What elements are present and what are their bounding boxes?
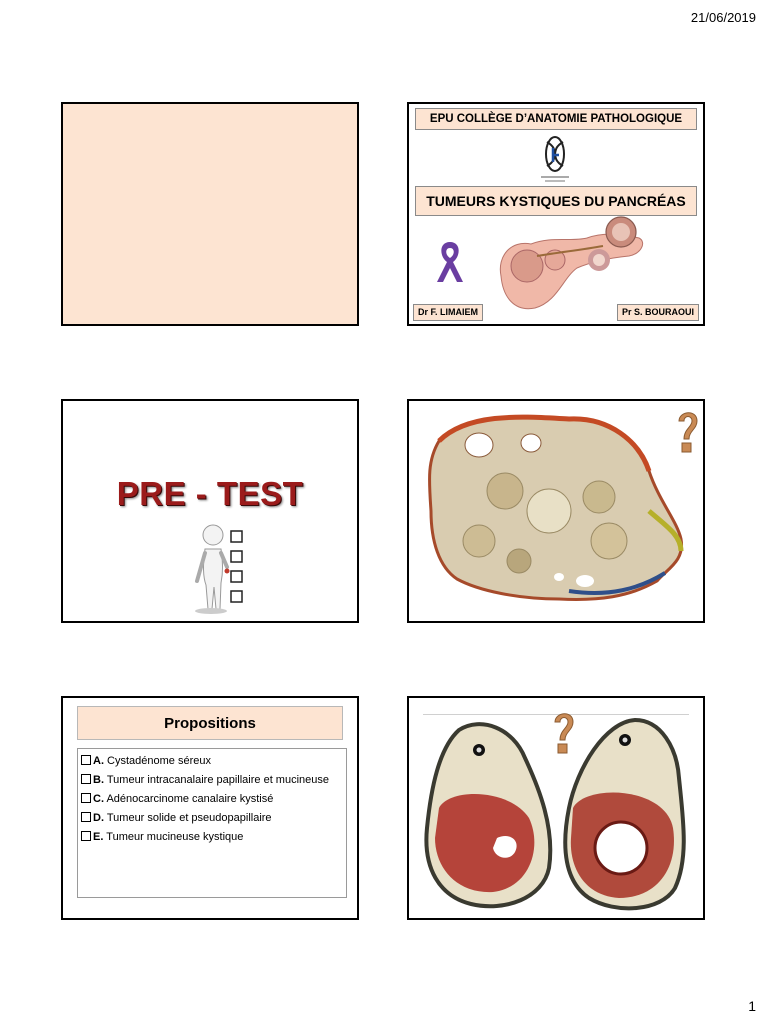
slide-propositions — [61, 696, 359, 920]
slide-specimen-1 — [407, 399, 705, 623]
pretest-title: PRE - TEST — [116, 475, 304, 512]
question-mark-icon — [675, 409, 701, 455]
checkbox-icon[interactable] — [81, 793, 91, 803]
author-right: Pr S. BOURAOUI — [617, 304, 699, 321]
college-title: EPU COLLÈGE D’ANATOMIE PATHOLOGIQUE — [415, 108, 697, 130]
author-left: Dr F. LIMAIEM — [413, 304, 483, 321]
page-number: 1 — [748, 998, 756, 1014]
checkbox-icon[interactable] — [81, 774, 91, 784]
propositions-list — [77, 748, 347, 898]
checkbox-icon[interactable] — [81, 812, 91, 822]
slide-blank — [61, 102, 359, 326]
option-a[interactable]: A. Cystadénome séreux — [81, 753, 344, 769]
propositions-title: Propositions — [77, 706, 343, 740]
cystic-tumor-specimen-image — [409, 401, 705, 623]
pancreas-image — [491, 216, 651, 316]
topic-title: TUMEURS KYSTIQUES DU PANCRÉAS — [415, 186, 697, 216]
college-logo — [533, 132, 577, 184]
option-b[interactable]: B. Tumeur intracanalaire papillaire et mucineuse — [81, 772, 344, 788]
option-d[interactable]: D. Tumeur solide et pseudopapillaire — [81, 810, 344, 826]
checklist-figure-icon — [189, 523, 249, 615]
slide-pretest — [61, 399, 359, 623]
slide-title — [407, 102, 705, 326]
question-mark-icon — [551, 710, 577, 756]
checkbox-icon[interactable] — [81, 831, 91, 841]
slide-specimen-2 — [407, 696, 705, 920]
awareness-ribbon-icon — [431, 238, 469, 284]
option-e[interactable]: E. Tumeur mucineuse kystique — [81, 829, 344, 845]
checkbox-icon[interactable] — [81, 755, 91, 765]
page-date: 21/06/2019 — [690, 10, 756, 25]
option-c[interactable]: C. Adénocarcinome canalaire kystisé — [81, 791, 344, 807]
